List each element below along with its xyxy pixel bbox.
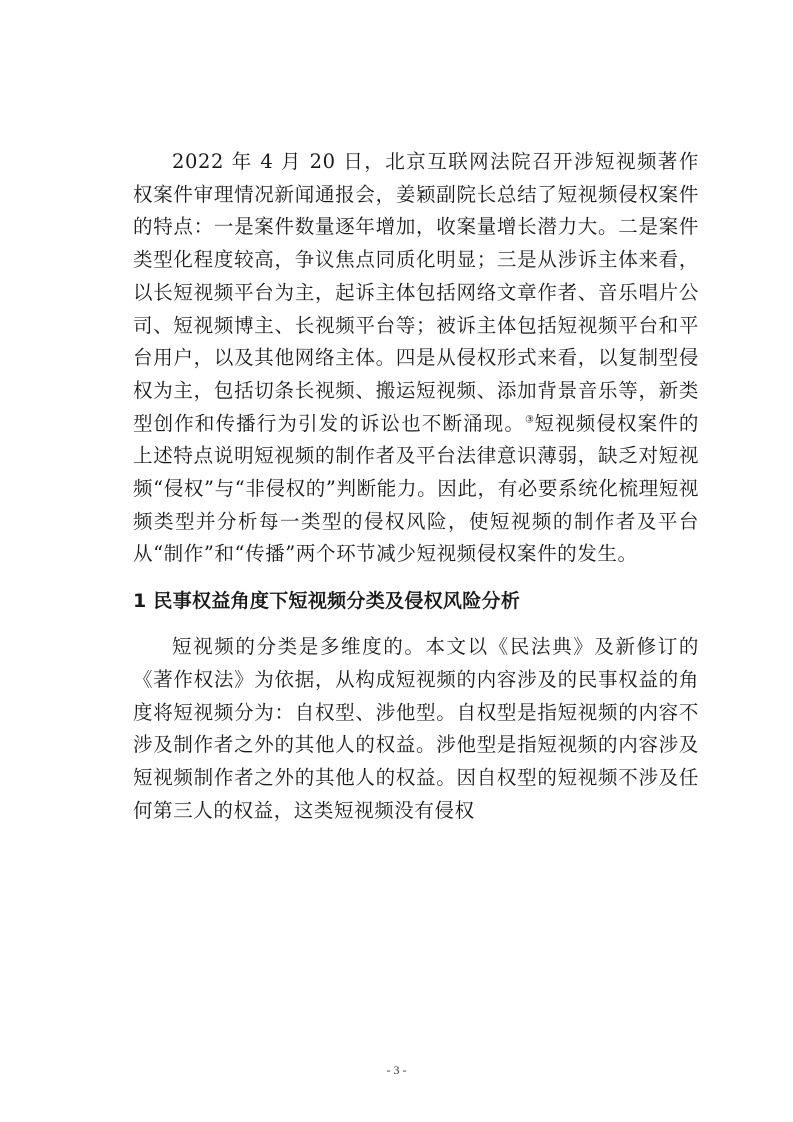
paragraph	[133, 146, 699, 571]
body-text	[133, 146, 699, 827]
paragraph-text: 短视频侵权案件的上述特点说明短视频的制作者及平台法律意识薄弱，缺乏对短视频“侵权”与“非侵权的”判断能力。因此，有必要系统化梳理短视频类型并分析每一类型的侵权风险，使短视频的制作者及平台从“制作”和“传播”两个环节减少短视频侵权案件的发生。	[133, 411, 699, 566]
paragraph: 短视频的分类是多维度的。本文以《民法典》及新修订的《著作权法》为依据，从构成短视频的内容涉及的民事权益的角度将短视频分为：自权型、涉他型。自权型是指短视频的内容不涉及制作者之外的其他人的权益。涉他型是指短视频的内容涉及短视频制作者之外的其他人的权益。因自权型的短视频不涉及任何第三人的权益，这类短视频没有侵权	[133, 635, 699, 822]
page-number: - 3 -	[386, 1063, 407, 1077]
section-heading: 1 民事权益角度下短视频分类及侵权风险分析	[133, 590, 521, 613]
paragraph-text: 2022 年 4 月 20 日，北京互联网法院召开涉短视频著作权案件审理情况新闻通报会，姜颖副院长总结了短视频侵权案件的特点：一是案件数量逐年增加，收案量增长潜力大。二是案件类型化程度较高，争议焦点同质化明显；三是从涉诉主体来看，以长短视频平台为主，起诉主体包括网络文章作者、音乐唱片公司、短视频博主、长视频平台等；被诉主体包括短视频平台和平台用户，以及其他网络主体。四是从侵权形式来看，以复制型侵权为主，包括切条长视频、搬运短视频、添加背景音乐等，新类型创作和传播行为引发的诉讼也不断涌现。	[133, 150, 699, 435]
footnote-marker: ③	[524, 414, 535, 426]
